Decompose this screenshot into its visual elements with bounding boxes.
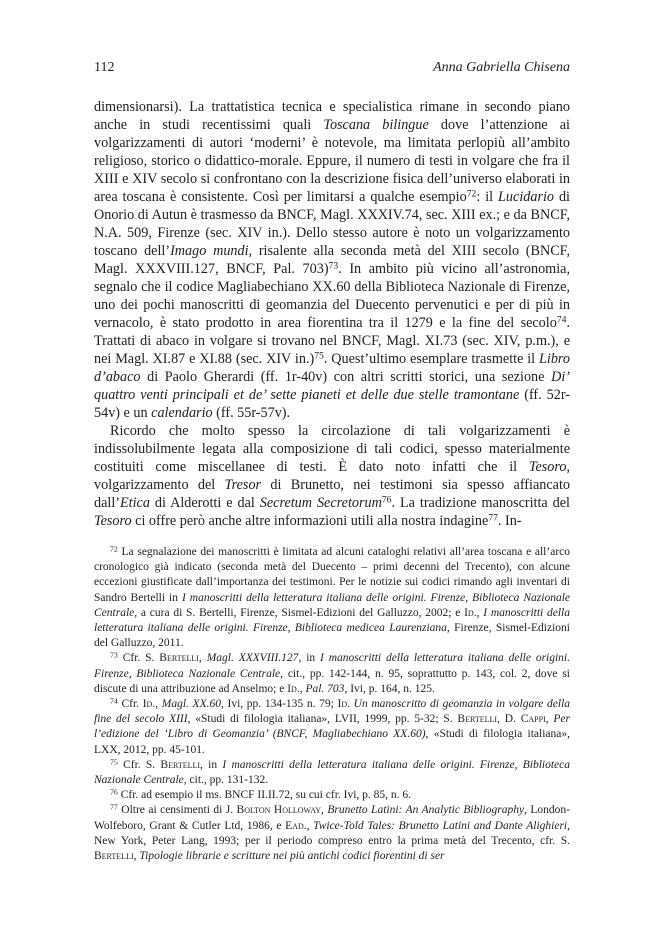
text-run: , «Studi di filologia italiana», LVII, 1999, pp. 5-32; S. B [187, 713, 466, 726]
text-run: . [347, 698, 354, 711]
text-run: Cfr. S. B [117, 652, 167, 665]
italic-run: Tesoro [528, 459, 567, 475]
text-run: d [146, 698, 153, 711]
text-run: di Onorio di Autun è trasmesso da BNCF, Magl. XXXIV.74, sec. XIII ex.; e da BNCF, N.A. 509, Firenze (sec. XIV in.). Dello stesso autore è noto un volgarizzamento toscano dell’ [94, 189, 570, 259]
running-head: Anna Gabriella Chisena [433, 60, 570, 75]
text-run: di Paolo Gherardi (ff. 1r-40v) con altri scritti storici, una sezione [140, 369, 552, 385]
footnote-73 [94, 651, 570, 697]
text-run: , «Studi di filologia italiana», LXX, 2012, pp. 45-101. [94, 728, 570, 756]
footnote-ref: 76 [381, 494, 392, 506]
text-run: ertelli [465, 713, 498, 726]
italic-run: Toscana bilingue [323, 117, 429, 133]
footnote-ref: 72 [466, 188, 477, 200]
italic-run: Etica [120, 495, 150, 511]
footnote-72 [94, 545, 570, 651]
text-run: ertelli [166, 652, 199, 665]
text-run: d [341, 698, 348, 711]
text-run: olton [244, 804, 271, 817]
text-run: , volgarizzamento del [94, 459, 570, 493]
text-run: , [545, 713, 554, 726]
italic-run: I manoscritti della letteratura italiana delle origini. Firenze, Biblioteca Nazionale Centrale [94, 758, 570, 787]
italic-run: Un manoscritto di geomanzia in volgare della fine del secolo XIII [94, 698, 571, 726]
text-run: . Trattati di abaco in volgare si trovano nel BNCF, Magl. XI.73 (sec. XIV, p.m.), e nei Magl. XI.87 e XI.88 (sec. XIV in.) [94, 315, 570, 367]
footnote-74 [94, 697, 570, 758]
footnote-ref: 72 [110, 544, 118, 554]
text-run: di Brunetto, nei testimoni sia spesso affiancato dall’ [94, 477, 570, 511]
italic-run: calendario [151, 405, 213, 421]
footnote-ref: 76 [110, 787, 118, 797]
text-run: , Firenze, Sismel-Edizioni del Galluzzo, 2011. [94, 622, 570, 650]
text-run: , Ivi, pp. 134-135 n. 79; I [220, 698, 342, 711]
text-run: , [198, 652, 207, 665]
text-run: di Alderotti e dal [149, 495, 260, 511]
text-run: , D. C [497, 713, 529, 726]
text-run: , [321, 804, 328, 817]
text-run: , in [298, 652, 321, 665]
italic-run: Di’ quattro venti principali et de’ sette pianeti et delle due stelle tramontane [94, 369, 570, 403]
text-run: . La tradizione manoscritta del [391, 495, 570, 511]
text-run: Cfr. ad esempio il ms. BNCF II.II.72, su cui cfr. Ivi, p. 85, n. 6. [117, 789, 412, 802]
italic-run: Brunetto Latini: An Analytic Bibliography [327, 804, 525, 817]
footnotes [94, 545, 570, 864]
footnote-ref: 74 [110, 696, 118, 706]
italic-run: Secretum Secretorum [259, 495, 382, 511]
text-run: d [291, 682, 297, 695]
italic-run: Tipologie librarie e scritture nei più antichi codici fiorentini di ser [139, 850, 445, 863]
text-run: , a cura di S. Bertelli, Firenze, Sismel-Edizioni del Galluzzo, 2002; e I [134, 606, 468, 619]
footnote-ref: 74 [556, 314, 567, 326]
text-run: Cfr. S. B [117, 758, 169, 771]
text-run: , cit., pp. 131-132. [183, 774, 269, 787]
italic-run: Magl. XXXVIII.127 [206, 652, 299, 665]
footnote-ref: 75 [314, 350, 324, 362]
text-run: , London-Wolfeboro, Grant & Cutler Ltd, 1986, e E [94, 804, 571, 832]
text-run: ci offre però anche altre informazioni utili alla nostra indagine [131, 513, 489, 529]
text-run: : il [476, 189, 499, 205]
italic-run: Tresor [224, 477, 262, 493]
text-run: dimensionarsi). La trattatistica tecnica e specialistica rimane in secondo piano anche in studi recentissimi quali [94, 99, 570, 133]
main-text [94, 98, 570, 530]
italic-run: I manoscritti della letteratura italiana delle origini. Firenze, Biblioteca Nazionale Centrale [94, 652, 571, 680]
text-run: . In ambito più vicino all’astronomia, segnalo che il codice Magliabechiano XX.60 della Biblioteca Nazionale di Firenze, uno dei pochi manoscritti di geomanzia del Duecento pervenutici e per di più in vernacolo, è stato prodotto in area fiorentina tra il 1279 e la fine del secolo [94, 261, 570, 331]
text-run: , in [200, 758, 223, 771]
paragraph-2 [94, 422, 570, 530]
footnote-ref: 75 [110, 757, 118, 767]
text-run: risalente alla seconda metà del XIII secolo (BNCF, Magl. XXXVIII.127, BNCF, Pal. 703) [94, 243, 570, 277]
text-run: Cfr. I [117, 698, 147, 711]
text-run: (ff. 52r-54v) e un [94, 387, 570, 421]
text-run: , cit., pp. 142-144, n. 95, soprattutto p. 143, col. 2, dove si discute di una attribuzione ad Anselmo; e I [94, 667, 570, 695]
italic-run: Per l’edizione del ‘Libro di Geomanzia’ (BNCF, Magliabechiano XX.60) [94, 713, 571, 741]
italic-run: Libro d’abaco [94, 351, 571, 385]
paragraph-1 [94, 98, 570, 422]
text-run: Ricordo che molto spesso la circolazione di tali volgarizzamenti è indissolubilmente legata alla composizione di tali codici, spesso materialmente costituiti come miscellanee di testi. È dato noto infatti che il [94, 423, 570, 475]
text-run: ertelli [101, 850, 134, 863]
page-number: 112 [94, 60, 115, 75]
text-run: ., [296, 682, 306, 695]
text-run: olloway [282, 804, 322, 817]
footnote-ref: 73 [328, 260, 339, 272]
text-run: (ff. 55r-57v). [212, 405, 291, 421]
text-run: ertelli [168, 758, 201, 771]
footnote-ref: 77 [110, 802, 118, 812]
text-run: H [270, 804, 283, 817]
italic-run: Imago mundi, [170, 243, 253, 259]
text-run: . In- [497, 513, 522, 529]
text-run: . Quest’ultimo esemplare trasmette il [323, 351, 539, 367]
text-run: , Ivi, p. 164, n. 125. [344, 682, 435, 695]
italic-run: I manoscritti della letteratura italiana delle origini. Firenze, Biblioteca Nazionale Centrale [94, 591, 571, 619]
italic-run: Tesoro [94, 513, 132, 529]
italic-run: Lucidario [498, 189, 555, 205]
italic-run: Pal. 703 [305, 682, 345, 695]
page-header [94, 60, 570, 76]
footnote-ref: 77 [488, 512, 498, 524]
footnote-77 [94, 803, 570, 864]
text-run: ad [292, 819, 304, 832]
text-run: ., [303, 819, 314, 832]
italic-run: Twice-Told Tales: Brunetto Latini and Dante Alighieri [313, 819, 568, 832]
text-run: dove l’attenzione ai volgarizzamenti di autori ‘moderni’ è notevole, ma limitata perlopiù all’ambito religioso, storico o didattico-morale. Eppure, il numero di testi in volgare che fra il XIII e XIV secolo si confrontano con la descrizione fisica dell’universo elaborati in area toscana è consistente. Così per limitarsi a qualche esempio [94, 117, 570, 205]
text-run: , New York, Peter Lang, 1993; per il periodo compreso entro la prima metà del Trecento, cfr. S. B [94, 819, 570, 863]
text-run: , [133, 850, 140, 863]
footnote-ref: 73 [110, 650, 118, 660]
italic-run: Magl. XX.60 [161, 698, 221, 711]
text-run: Oltre ai censimenti di J. B [117, 804, 245, 817]
footnote-75 [94, 758, 570, 788]
text-run: appi [528, 713, 546, 726]
text-run: d [467, 606, 474, 619]
text-run: La segnalazione dei manoscritti è limitata ad alcuni cataloghi relativi all’area toscana e all’arco cronologico già indicato (seconda metà del Duecento – primi decenni del Trecento), con alcune eccezioni giustificate dall’importanza dei testimoni. Per le notizie sui codici rimando agli inventari di Sandro Bertelli in [94, 546, 570, 604]
italic-run: I manoscritti della letteratura italiana delle origini. Firenze, Biblioteca medicea Laurenziana [94, 606, 570, 635]
footnote-76 [94, 788, 570, 803]
text-run: ., [473, 606, 484, 619]
text-run: ., [152, 698, 162, 711]
